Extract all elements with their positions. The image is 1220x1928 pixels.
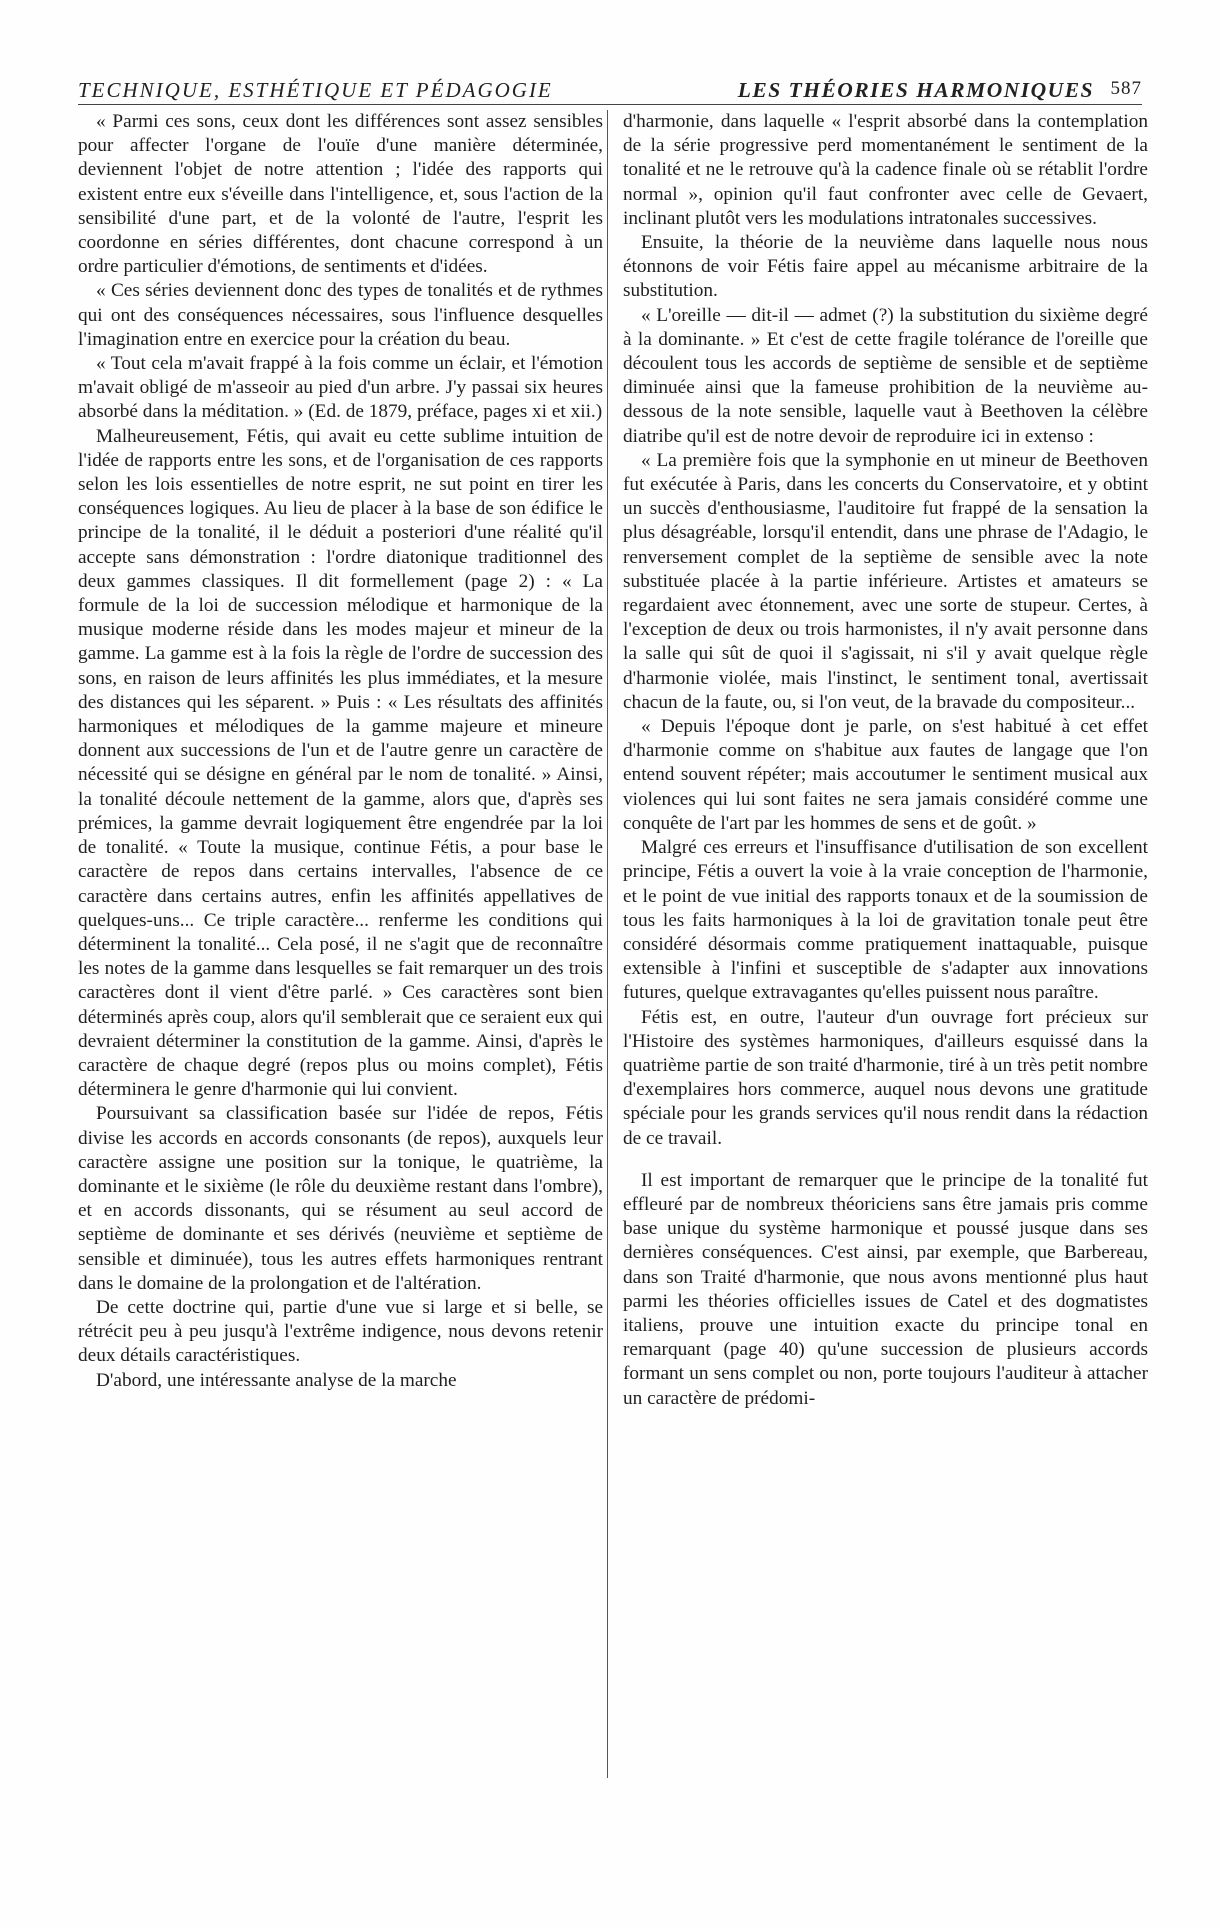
column-divider bbox=[607, 110, 608, 1778]
paragraph: d'harmonie, dans laquelle « l'esprit absorbé dans la contemplation de la série progressive perd momentanément le sentiment de la tonalité et ne le retrouve qu'à la cadence finale où se rétablit l'ordre normal », opinion qu'il faut confronter avec celle de Gevaert, inclinant plutôt vers les modulations intratonales successives. bbox=[623, 111, 1148, 229]
paragraph: « Tout cela m'avait frappé à la fois comme un éclair, et l'émotion m'avait obligé de m'asseoir au pied d'un arbre. J'y passai six heures absorbé dans la méditation. » (Ed. de 1879, préface, pages xi et xii.) bbox=[78, 353, 603, 423]
paragraph: D'abord, une intéressante analyse de la marche bbox=[96, 1369, 457, 1391]
paragraph: « Parmi ces sons, ceux dont les différences sont assez sensibles pour affecter l'organe de l'ouïe d'une manière déterminée, deviennent l'objet de notre attention ; l'idée des rapports qui existent entre eux s'éveille dans l'intelligence, et, sous l'action de la sensibilité d'une part, et de la volonté de l'autre, l'esprit les coordonne en séries différentes, dont chacune correspond à un ordre particulier d'émotions, de sentiments et d'idées. bbox=[78, 111, 603, 278]
running-head bbox=[78, 78, 1142, 104]
paragraph: Malheureusement, Fétis, qui avait eu cette sublime intuition de l'idée de rapports entre les sons, et de l'organisation de ces rapports selon les lois essentielles de notre esprit, ne sut point en tirer les conséquences logiques. Au lieu de placer à la base de son édifice le principe de la tonalité, il le déduit a posteriori d'une réalité qu'il accepte sans démonstration : l'ordre diatonique traditionnel des deux gammes classiques. Il dit formellement (page 2) : « La formule de la loi de succession mélodique et harmonique de la musique moderne réside dans les modes majeur et mineur de la gamme. La gamme est à la fois la règle de l'ordre de succession des sons, en raison de leurs affinités les plus immédiates, et la mesure des distances qui les séparent. » Puis : « Les résultats des affinités harmoniques et mélodiques de la gamme majeure et mineure donnent aux successions de l'un et de l'autre genre un caractère de nécessité qui se désigne en général par le nom de tonalité. » Ainsi, la tonalité découle nettement de la gamme, alors que, d'après ses prémices, la gamme devrait logiquement être engendrée par la loi de tonalité. « Toute la musique, continue Fétis, a pour base le caractère de repos dans certains intervalles, l'absence de ce caractère dans certains autres, enfin les affinités appellatives de quelques-uns... Ce triple caractère... renferme les conditions qui déterminent la tonalité... Cela posé, il ne s'agit que de reconnaître les notes de la gamme dans lesquelles se fait remarquer un des trois caractères dont il vient d'être parlé. » Ces caractères sont bien déterminés après coup, alors qu'il semblerait que ce seraient eux qui devraient déterminer la constitution de la gamme. Ainsi, d'après le caractère de chaque degré (repos plus ou moins complet), Fétis déterminera le genre d'harmonie qui lui convient. bbox=[78, 425, 603, 1101]
paragraph: Malgré ces erreurs et l'insuffisance d'utilisation de son excellent principe, Fétis a ouvert la voie à la vraie conception de l'harmonie, et le point de vue initial des rapports tonaux et de la soumission de tous les faits harmoniques à la loi de gravitation tonale peut être considéré désormais comme pratiquement inattaquable, puisque extensible à l'infini et susceptible de s'adapter aux innovations futures, quelque extravagantes qu'elles puissent nous paraître. bbox=[623, 837, 1148, 1004]
paragraph: « Ces séries deviennent donc des types de tonalités et de rythmes qui ont des conséquences nécessaires, sous l'influence desquelles l'imagination entre en exercice pour la création du beau. bbox=[78, 280, 603, 350]
running-head-left: TECHNIQUE, ESTHÉTIQUE ET PÉDAGOGIE bbox=[78, 78, 553, 102]
right-column bbox=[623, 110, 1148, 1411]
paragraph: « L'oreille — dit-il — admet (?) la substitution du sixième degré à la dominante. » Et c'est de cette fragile tolérance de l'oreille que découlent tous les accords de septième de sensible et de septième diminuée ainsi que la fameuse prohibition de la neuvième au-dessous de la note sensible, laquelle vaut à Beethoven la célèbre diatribe qu'il est de notre devoir de reproduire ici in extenso : bbox=[623, 304, 1148, 447]
paragraph: De cette doctrine qui, partie d'une vue si large et si belle, se rétrécit peu à peu jusqu'à l'extrême indigence, nous devons retenir deux détails caractéristiques. bbox=[78, 1296, 603, 1367]
paragraph: Poursuivant sa classification basée sur l'idée de repos, Fétis divise les accords en accords consonants (de repos), auxquels leur caractère assigne une position sur la tonique, le quatrième, la dominante et le sixième (le rôle du deuxième restant dans l'ombre), et en accords dissonants, qui se résument au seul accord de septième de dominante et ses dérivés (neuvième et septième de sensible et diminuée), tous les autres effets harmoniques rentrant dans le domaine de la prolongation et de l'altération. bbox=[78, 1103, 603, 1294]
running-head-right: LES THÉORIES HARMONIQUES bbox=[737, 78, 1094, 102]
page-number: 587 bbox=[1110, 78, 1142, 99]
paragraph: « La première fois que la symphonie en ut mineur de Beethoven fut exécutée à Paris, dans les concerts du Conservatoire, et y obtint un succès d'enthousiasme, l'auditoire fut frappé de la sensation la plus désagréable, lorsqu'il entendit, dans une phrase de l'Adagio, le renversement complet de la septième de sensible avec la note substituée placée à la partie inférieure. Artistes et amateurs se regardaient avec étonnement, avec une sorte de stupeur. Certes, à l'exception de deux ou trois harmonistes, il n'y avait personne dans la salle qui sût de quoi il s'agissait, ni s'il y avait quelque règle d'harmonie violée, mais l'instinct, le sentiment tonal, avertissait chacun de la faute, ou, si l'on veut, de la bravade du compositeur... bbox=[623, 449, 1148, 713]
paragraph: Il est important de remarquer que le principe de la tonalité fut effleuré par de nombreux théoriciens sans être jamais pris comme base unique du système harmonique et poussé jusque dans ses dernières conséquences. C'est ainsi, par exemple, que Barbereau, dans son Traité d'harmonie, que nous avons mentionné plus haut parmi les théories officielles issues de Catel et des dogmatistes italiens, prouve une intuition exacte du principe tonal en remarquant (page 40) qu'une succession de plusieurs accords formant un sens complet ou non, porte toujours l'auditeur à attacher un caractère de prédomi- bbox=[623, 1169, 1148, 1409]
paragraph: Ensuite, la théorie de la neuvième dans laquelle nous nous étonnons de voir Fétis faire appel au mécanisme arbitraire de la substitution. bbox=[623, 232, 1148, 302]
paragraph: « Depuis l'époque dont je parle, on s'est habitué à cet effet d'harmonie comme on s'habitue aux fautes de langage que l'on entend souvent répéter; mais accoutumer le sentiment musical aux violences qui lui sont faites ne sera jamais considéré comme une conquête de l'art par les hommes de sens et de goût. » bbox=[623, 716, 1148, 834]
header-rule bbox=[78, 104, 1142, 105]
paragraph: Fétis est, en outre, l'auteur d'un ouvrage fort précieux sur l'Histoire des systèmes harmoniques, d'ailleurs esquissé dans la quatrième partie de son traité d'harmonie, tiré à un très petit nombre d'exemplaires hors commerce, auquel nous devons une gratitude spéciale pour les grands services qu'il nous rendit dans la rédaction de ce travail. bbox=[623, 1006, 1148, 1149]
left-column bbox=[78, 110, 603, 1393]
